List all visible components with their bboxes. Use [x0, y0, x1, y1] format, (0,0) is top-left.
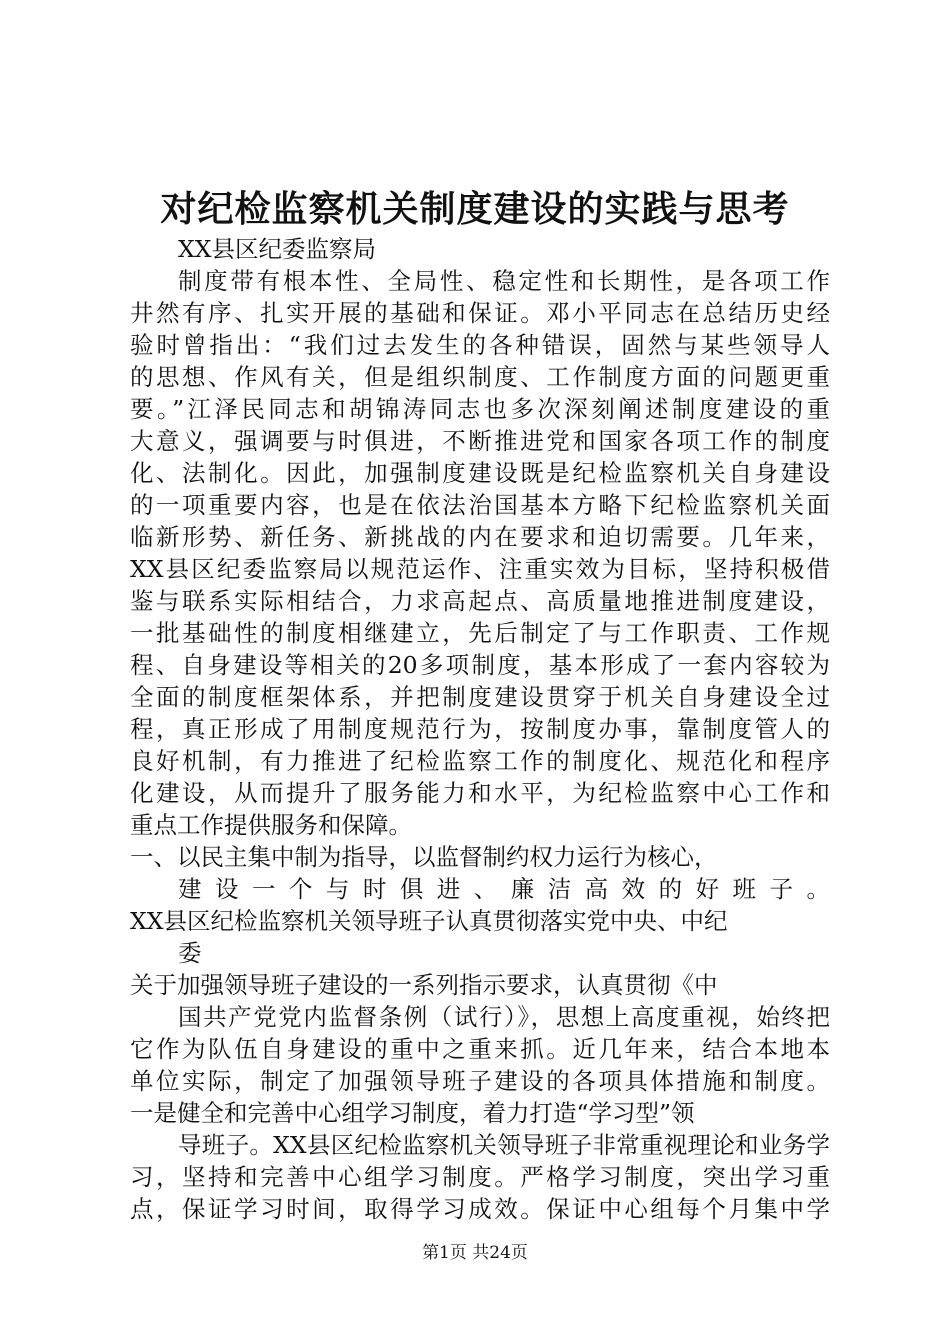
text-line: 一是健全和完善中心组学习制度，着力打造“学习型”领 [130, 1099, 695, 1127]
text-line: 它作为队伍自身建设的重中之重来抓。近几年来，结合本地本 [130, 1035, 830, 1063]
text-line: 导班子。XX县区纪检监察机关领导班子非常重视理论和业务学 [178, 1131, 830, 1159]
text-line: 良好机制，有力推进了纪检监察工作的制度化、规范化和程序 [130, 747, 830, 775]
text-line: 重点工作提供服务和保障。 [130, 811, 412, 839]
text-line: 验时曾指出：“我们过去发生的各种错误，固然与某些领导人 [130, 331, 830, 359]
page-number: 第1页 共24页 [422, 1243, 528, 1263]
text-line: 制度带有根本性、全局性、稳定性和长期性，是各项工作 [178, 267, 830, 295]
text-line: 全面的制度框架体系，并把制度建设贯穿于机关自身建设全过 [130, 683, 830, 711]
text-line: 化、法制化。因此，加强制度建设既是纪检监察机关自身建设 [130, 459, 830, 487]
text-line: 要。”江泽民同志和胡锦涛同志也多次深刻阐述制度建设的重 [130, 395, 830, 423]
author-line: XX县区纪委监察局 [178, 235, 376, 263]
section-heading-cont: XX县区纪检监察机关领导班子认真贯彻落实党中央、中纪 [130, 907, 728, 935]
text-line: 一批基础性的制度相继建立，先后制定了与工作职责、工作规 [130, 619, 830, 647]
document-title: 对纪检监察机关制度建设的实践与思考 [160, 188, 790, 230]
text-line: 点，保证学习时间，取得学习成效。保证中心组每个月集中学 [130, 1195, 830, 1223]
text-line: 关于加强领导班子建设的一系列指示要求，认真贯彻《中 [130, 971, 718, 999]
text-line: 临新形势、新任务、新挑战的内在要求和迫切需要。几年来， [130, 523, 830, 551]
text-line: 程、自身建设等相关的20多项制度，基本形成了一套内容较为 [130, 651, 830, 679]
text-line: 井然有序、扎实开展的基础和保证。邓小平同志在总结历史经 [130, 299, 830, 327]
text-line: XX县区纪委监察局以规范运作、注重实效为目标，坚持积极借 [130, 555, 830, 583]
text-line: 大意义，强调要与时俱进，不断推进党和国家各项工作的制度 [130, 427, 830, 455]
text-line: 鉴与联系实际相结合，力求高起点、高质量地推进制度建设， [130, 587, 830, 615]
document-body [130, 233, 830, 1257]
text-line: 习，坚持和完善中心组学习制度。严格学习制度，突出学习重 [130, 1163, 830, 1191]
text-line: 的一项重要内容，也是在依法治国基本方略下纪检监察机关面 [130, 491, 830, 519]
section-heading: 建设一个与时俱进、廉洁高效的好班子。 [178, 875, 830, 903]
text-line: 化建设，从而提升了服务能力和水平，为纪检监察中心工作和 [130, 779, 830, 807]
text-line: 委 [178, 939, 202, 967]
text-line: 单位实际，制定了加强领导班子建设的各项具体措施和制度。 [130, 1067, 830, 1095]
text-line: 国共产党党内监督条例（试行）》，思想上高度重视，始终把 [178, 1003, 830, 1031]
text-line: 程，真正形成了用制度规范行为，按制度办事，靠制度管人的 [130, 715, 830, 743]
text-line: 的思想、作风有关，但是组织制度、工作制度方面的问题更重 [130, 363, 830, 391]
text-line: 一、以民主集中制为指导，以监督制约权力运行为核心， [130, 843, 718, 871]
